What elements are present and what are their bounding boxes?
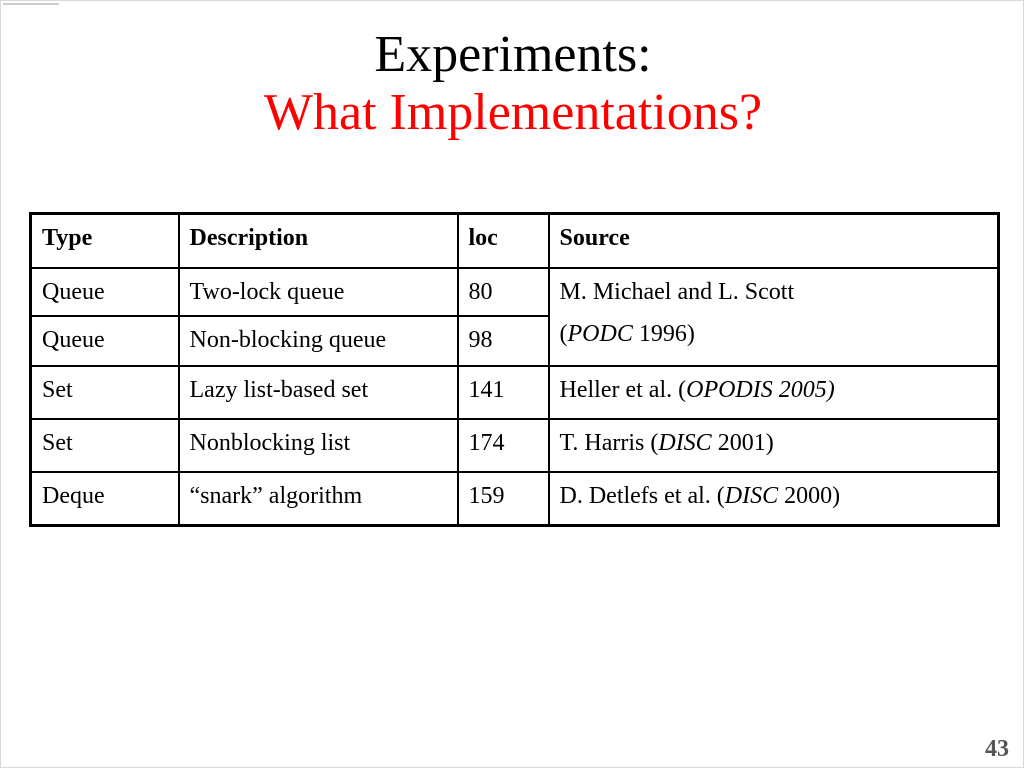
cell-type: Set bbox=[31, 366, 179, 419]
table-row bbox=[31, 419, 999, 472]
cell-loc: 174 bbox=[458, 419, 549, 472]
source-year: 2001) bbox=[711, 430, 774, 456]
source-line-1: M. Michael and L. Scott bbox=[559, 279, 795, 305]
implementations-table bbox=[29, 212, 1000, 527]
title-line-2: What Implementations? bbox=[263, 84, 763, 141]
table-header-row bbox=[31, 214, 999, 269]
source-authors: D. Detlefs et al. ( bbox=[559, 483, 725, 509]
cell-description: Lazy list-based set bbox=[179, 366, 458, 419]
cell-source bbox=[549, 419, 999, 472]
cell-type: Queue bbox=[31, 268, 179, 316]
title-line-1: Experiments: bbox=[374, 26, 652, 83]
header-loc: loc bbox=[458, 214, 549, 269]
cell-type: Deque bbox=[31, 472, 179, 526]
source-authors: T. Harris ( bbox=[559, 430, 659, 456]
cell-source bbox=[549, 268, 999, 366]
source-line-2 bbox=[560, 313, 988, 355]
source-authors: Heller et al. ( bbox=[559, 377, 687, 403]
table-row bbox=[31, 366, 999, 419]
header-source: Source bbox=[549, 214, 999, 269]
source-year: 2000) bbox=[778, 483, 841, 509]
cell-source bbox=[549, 472, 999, 526]
source-open-paren: ( bbox=[559, 321, 568, 347]
header-type: Type bbox=[31, 214, 179, 269]
header-description: Description bbox=[179, 214, 458, 269]
cell-loc: 141 bbox=[458, 366, 549, 419]
cell-description: Nonblocking list bbox=[179, 419, 458, 472]
table-row bbox=[31, 268, 999, 316]
cell-description: Two-lock queue bbox=[179, 268, 458, 316]
page-number: 43 bbox=[985, 736, 1009, 762]
cell-source bbox=[549, 366, 999, 419]
source-venue: PODC bbox=[567, 321, 633, 347]
cell-type: Set bbox=[31, 419, 179, 472]
source-venue: DISC bbox=[724, 483, 779, 509]
implementations-table-wrapper bbox=[29, 212, 997, 527]
source-year: 1996) bbox=[632, 321, 695, 347]
source-venue: OPODIS 2005) bbox=[686, 377, 835, 403]
cell-loc: 98 bbox=[458, 316, 549, 366]
cell-type: Queue bbox=[31, 316, 179, 366]
corner-mark bbox=[3, 3, 59, 5]
table-row bbox=[31, 472, 999, 526]
cell-description: Non-blocking queue bbox=[179, 316, 458, 366]
cell-description: “snark” algorithm bbox=[179, 472, 458, 526]
cell-loc: 159 bbox=[458, 472, 549, 526]
cell-loc: 80 bbox=[458, 268, 549, 316]
slide-title bbox=[1, 27, 1024, 143]
source-venue: DISC bbox=[658, 430, 712, 456]
